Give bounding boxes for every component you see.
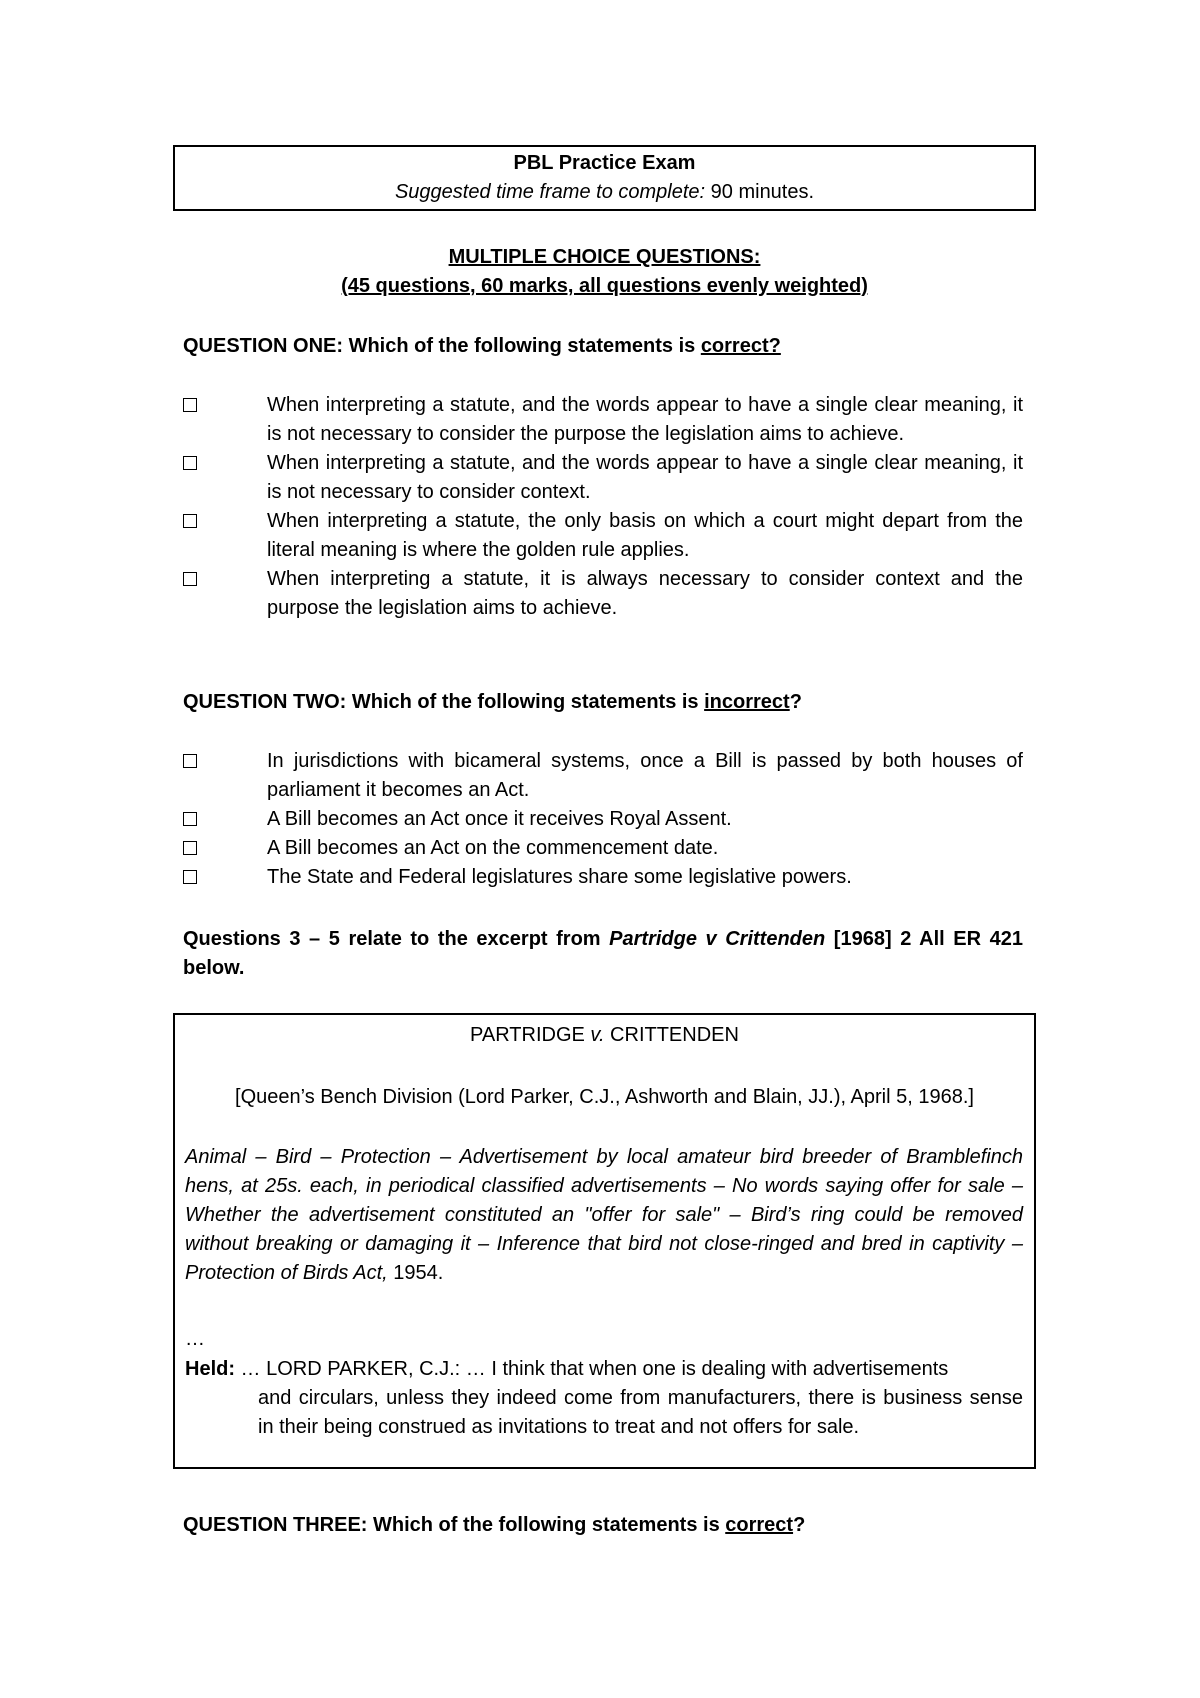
question-one-option-d [183, 565, 1023, 623]
question-one-option-a [183, 391, 1023, 449]
question-one-option-b [183, 449, 1023, 507]
case-held-line [185, 1355, 1023, 1384]
case-title [175, 1021, 1034, 1050]
intro-case-name: Partridge v Crittenden [609, 928, 826, 950]
option-text: A Bill becomes an Act on the commencement date. [267, 837, 719, 859]
checkbox[interactable] [183, 456, 197, 470]
question-one-prefix: QUESTION ONE: Which of the following statements is [183, 335, 701, 357]
case-summary-year: 1954. [387, 1262, 444, 1284]
question-two-option-c [183, 834, 1023, 863]
question-one-emphasis: correct? [700, 335, 781, 357]
question-one [183, 332, 1023, 361]
question-three-prefix: QUESTION THREE: Which of the following statements is [183, 1514, 726, 1536]
held-line1: … LORD PARKER, C.J.: … I think that when one is dealing with advertisements [235, 1358, 949, 1380]
intro-suffix: [1968] 2 All ER 421 below. [183, 928, 1023, 979]
option-text: When interpreting a statute, it is always necessary to consider context and the purpose the legislation aims to achieve. [267, 568, 1023, 619]
intro-prefix: Questions 3 – 5 relate to the excerpt from [183, 928, 610, 950]
question-two-option-d [183, 863, 1023, 892]
question-two [183, 688, 1023, 717]
question-two-option-a [183, 747, 1023, 805]
question-two-options [183, 747, 1023, 892]
time-frame-label: Suggested time frame to complete: [394, 181, 706, 203]
case-excerpt-box [173, 1013, 1036, 1469]
exam-title: PBL Practice Exam [513, 152, 696, 174]
time-frame-value: 90 minutes. [710, 181, 815, 203]
case-court: [Queen’s Bench Division (Lord Parker, C.J., Ashworth and Blain, JJ.), April 5, 1968.] [235, 1086, 974, 1108]
question-two-suffix: ? [789, 691, 802, 713]
question-two-prefix: QUESTION TWO: Which of the following statements is [183, 691, 705, 713]
case-ellipsis: … [185, 1328, 205, 1350]
checkbox[interactable] [183, 514, 197, 528]
checkbox[interactable] [183, 754, 197, 768]
question-three [183, 1511, 1023, 1540]
held-label: Held: [185, 1358, 235, 1380]
exam-header-box [173, 145, 1036, 211]
checkbox[interactable] [183, 870, 197, 884]
case-title-b: CRITTENDEN [604, 1024, 739, 1046]
question-one-options [183, 391, 1023, 623]
checkbox[interactable] [183, 572, 197, 586]
checkbox[interactable] [183, 398, 197, 412]
checkbox[interactable] [183, 841, 197, 855]
option-text: When interpreting a statute, and the words appear to have a single clear meaning, it is not necessary to consider the purpose the legislation aims to achieve. [267, 394, 1023, 445]
question-three-emphasis: correct [725, 1514, 794, 1536]
case-title-v: v. [590, 1024, 605, 1046]
mc-subheading: (45 questions, 60 marks, all questions evenly weighted) [341, 275, 868, 297]
excerpt-intro [183, 925, 1023, 983]
case-title-a: PARTRIDGE [470, 1024, 591, 1046]
option-text: A Bill becomes an Act once it receives Royal Assent. [267, 808, 732, 830]
question-three-suffix: ? [793, 1514, 806, 1536]
question-one-option-c [183, 507, 1023, 565]
case-summary-text: Animal – Bird – Protection – Advertisement by local amateur bird breeder of Bramblefinch hens, at 25s. each, in periodical classified advertisements – No words saying offer for sale – Whether the advertisement constituted an "offer for sale" – Bird’s ring could be removed without breaking or damaging it – Inference that bird not close-ringed and bred in captivity – Protection of Birds Act, [185, 1146, 1023, 1284]
option-text: In jurisdictions with bicameral systems, once a Bill is passed by both houses of parliament it becomes an Act. [267, 750, 1023, 801]
question-two-emphasis: incorrect [704, 691, 790, 713]
time-frame [175, 178, 1034, 207]
case-held-continued: and circulars, unless they indeed come from manufacturers, there is business sense in their being construed as invitations to treat and not offers for sale. [258, 1387, 1023, 1438]
mc-section-title [173, 243, 1036, 301]
mc-heading: MULTIPLE CHOICE QUESTIONS: [448, 246, 761, 268]
question-two-option-b [183, 805, 1023, 834]
option-text: The State and Federal legislatures share some legislative powers. [267, 866, 852, 888]
case-summary [185, 1143, 1023, 1288]
option-text: When interpreting a statute, and the words appear to have a single clear meaning, it is not necessary to consider context. [267, 452, 1023, 503]
option-text: When interpreting a statute, the only basis on which a court might depart from the literal meaning is where the golden rule applies. [267, 510, 1023, 561]
checkbox[interactable] [183, 812, 197, 826]
